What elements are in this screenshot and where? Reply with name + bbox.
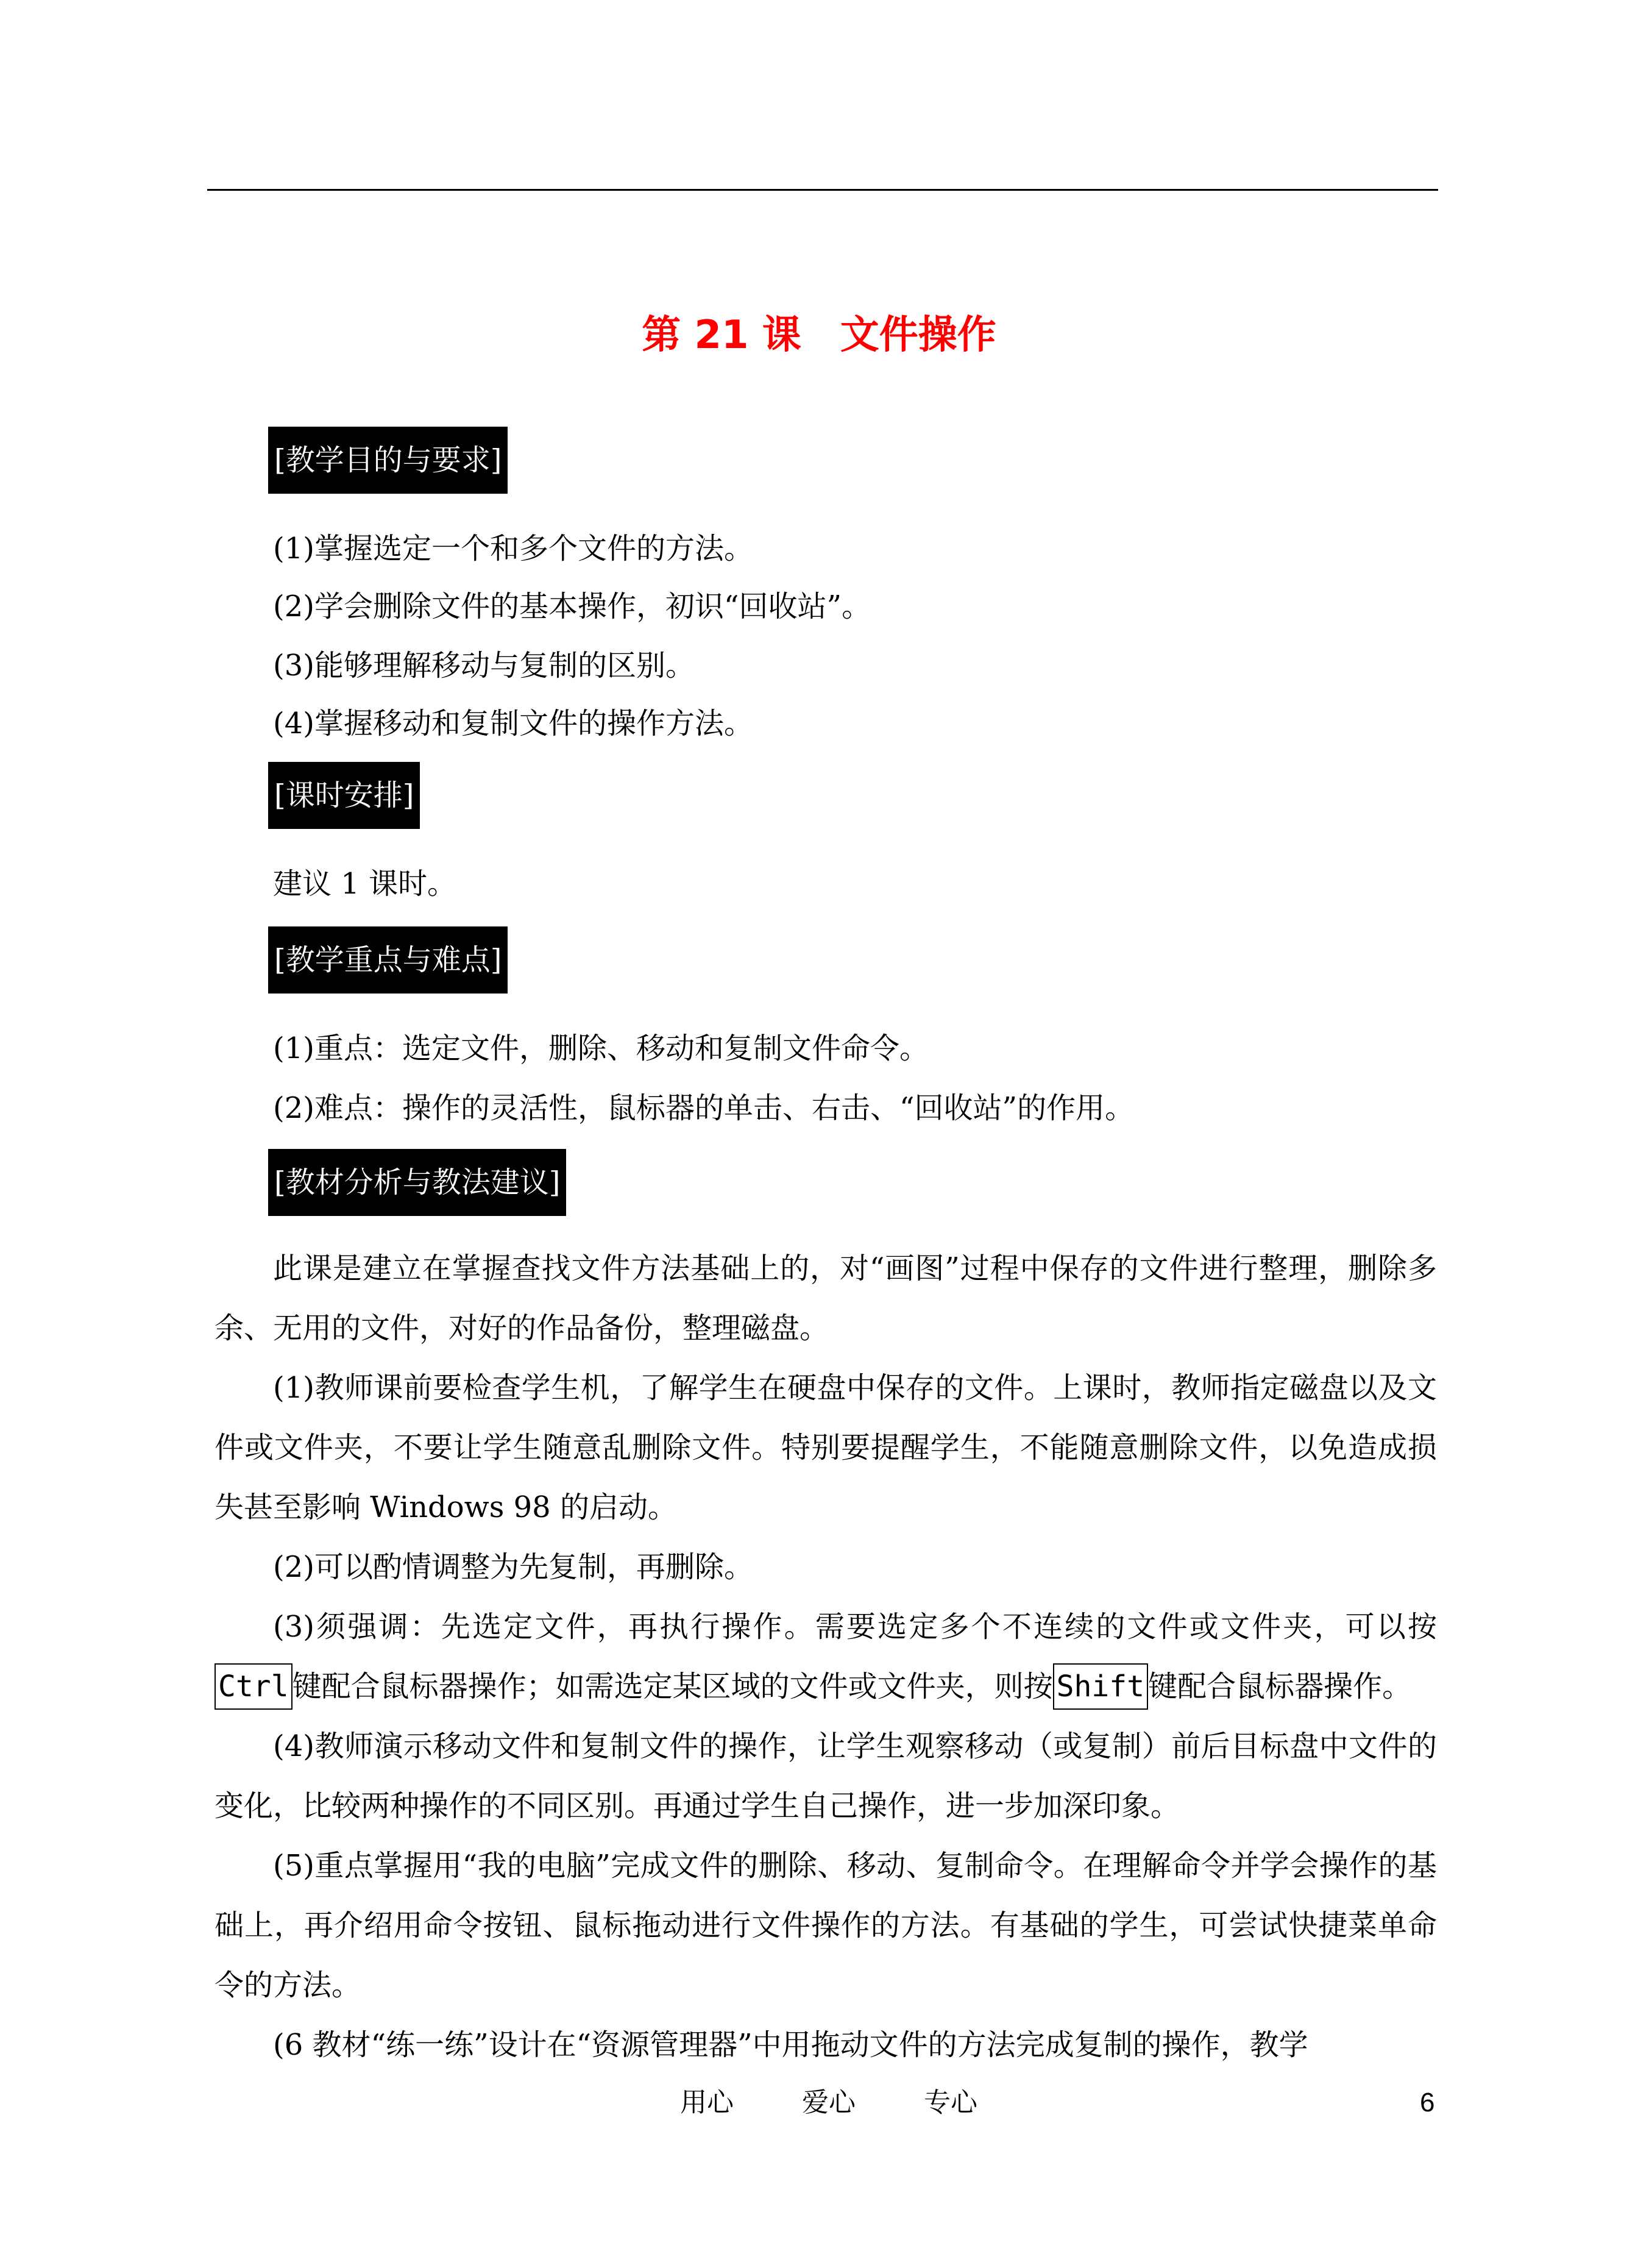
paragraph-text: 键配合鼠标器操作。 <box>1148 1669 1412 1704</box>
schedule-text: 建议 1 课时。 <box>273 867 457 901</box>
analysis-paragraph: (6 教材“练一练”设计在“资源管理器”中用拖动文件的方法完成复制的操作，教学 <box>273 2028 1308 2062</box>
goal-item: (2)学会删除文件的基本操作，初识“回收站”。 <box>273 589 871 624</box>
page-number: 6 <box>1420 2088 1435 2117</box>
shift-key-label: Shift <box>1053 1663 1149 1710</box>
analysis-paragraph-keys <box>214 1597 1437 1716</box>
goal-item: (1)掌握选定一个和多个文件的方法。 <box>273 531 753 566</box>
analysis-paragraph: (1)教师课前要检查学生机，了解学生在硬盘中保存的文件。上课时，教师指定磁盘以及文件或文件夹，不要让学生随意乱删除文件。特别要提醒学生，不能随意删除文件，以免造成损失甚至影响 Windows 98 的启动。 <box>214 1371 1437 1524</box>
ctrl-key-label: Ctrl <box>214 1663 292 1710</box>
section-heading-schedule: [课时安排] <box>268 762 420 829</box>
analysis-paragraph: (2)可以酌情调整为先复制，再删除。 <box>273 1550 753 1584</box>
paragraph-text: 键配合鼠标器操作；如需选定某区域的文件或文件夹，则按 <box>292 1669 1053 1704</box>
analysis-paragraph: 此课是建立在掌握查找文件方法基础上的，对“画图”过程中保存的文件进行整理，删除多余、无用的文件，对好的作品备份，整理磁盘。 <box>214 1251 1437 1345</box>
lesson-title: 第 21 课 文件操作 <box>642 313 996 358</box>
footer-word: 爱心 <box>802 2087 856 2118</box>
analysis-paragraph: (5)重点掌握用“我的电脑”完成文件的删除、移动、复制命令。在理解命令并学会操作的基础上，再介绍用命令按钮、鼠标拖动进行文件操作的方法。有基础的学生，可尝试快捷菜单命令的方法。 <box>214 1849 1437 2002</box>
goal-item: (4)掌握移动和复制文件的操作方法。 <box>273 706 753 741</box>
section-heading-focus: [教学重点与难点] <box>268 926 508 994</box>
analysis-paragraph: (4)教师演示移动文件和复制文件的操作，让学生观察移动（或复制）前后目标盘中文件的变化，比较两种操作的不同区别。再通过学生自己操作，进一步加深印象。 <box>214 1729 1437 1823</box>
header-rule <box>207 189 1438 191</box>
section-heading-analysis: [教材分析与教法建议] <box>268 1149 566 1216</box>
footer-word: 用心 <box>680 2087 734 2118</box>
section-heading-goals: [教学目的与要求] <box>268 427 508 494</box>
focus-item: (1)重点：选定文件，删除、移动和复制文件命令。 <box>273 1031 929 1065</box>
focus-item: (2)难点：操作的灵活性，鼠标器的单击、右击、“回收站”的作用。 <box>273 1091 1135 1125</box>
goal-item: (3)能够理解移动与复制的区别。 <box>273 649 695 683</box>
footer-word: 专心 <box>924 2087 977 2118</box>
paragraph-text: (3)须强调：先选定文件，再执行操作。需要选定多个不连续的文件或文件夹，可以按 <box>273 1610 1437 1644</box>
